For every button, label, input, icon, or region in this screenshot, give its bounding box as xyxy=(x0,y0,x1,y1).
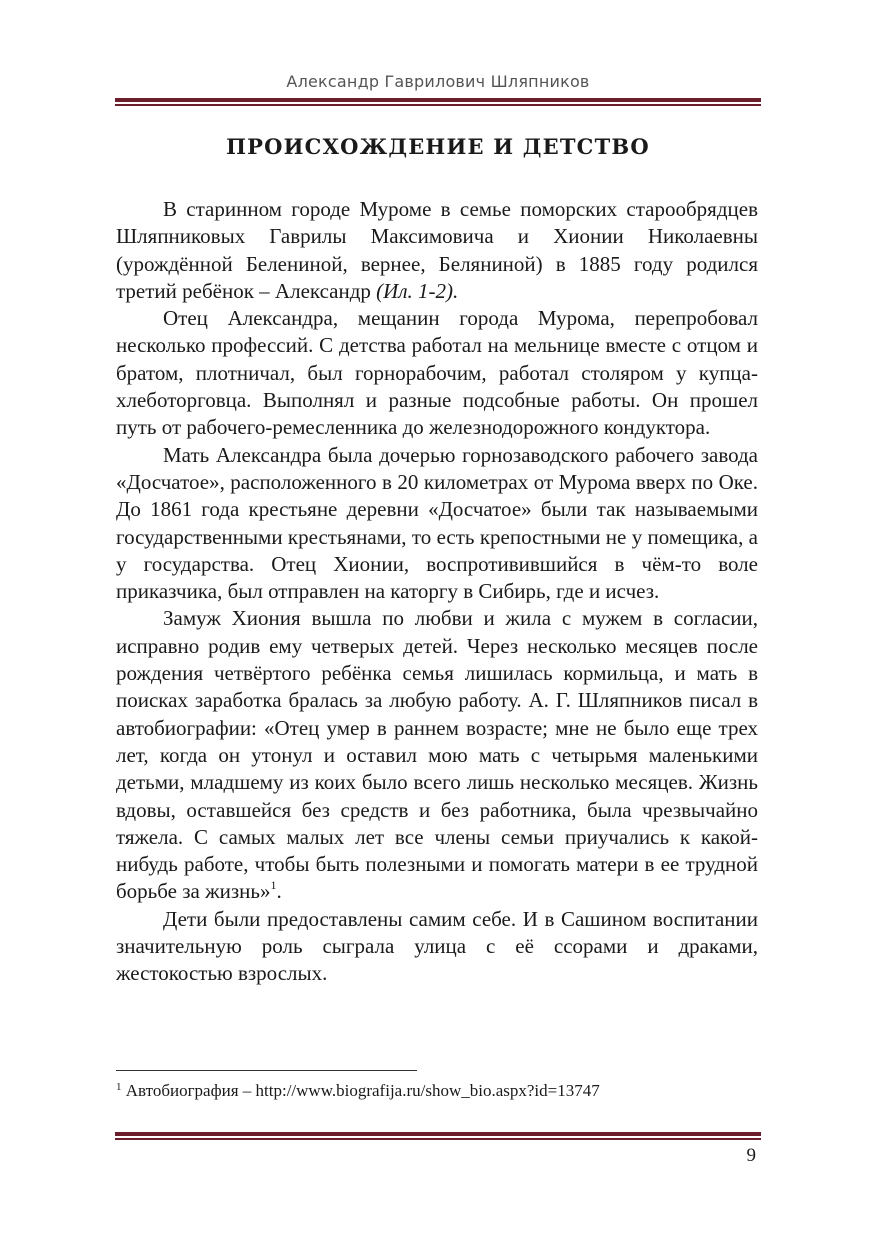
running-header: Александр Гаврилович Шляпников xyxy=(286,72,590,91)
paragraph-1 xyxy=(116,196,758,305)
paragraph-4-end: . xyxy=(276,879,282,904)
paragraph-2: Отец Александра, мещанин города Мурома, перепробовал несколько профессий. С детства работал на мельнице вместе с отцом и братом, плотничал, был горнорабочим, работал столяром у купца-хлеботорговца. Выполнял и разные подсобные работы. Он прошел путь от рабочего-ремесленника до железнодорожного кондуктора. xyxy=(116,306,758,440)
paragraph-3: Мать Александра была дочерью горнозаводского рабочего завода «Досчатое», расположенного в 20 километрах от Мурома вверх по Оке. До 1861 года крестьяне деревни «Досчатое» были так называемыми государственными крестьянами, то есть крепостными не у помещика, а у государства. Отец Хионии, воспротивившийся в чём-то воле приказчика, был отправлен на каторгу в Сибирь, где и исчез. xyxy=(116,442,758,604)
paragraph-4-text: Замуж Хиония вышла по любви и жила с мужем в согласии, исправно родив ему четверых детей. Через несколько месяцев после рождения четвёртого ребёнка семья лишилась кормильца, и мать в поисках заработка бралась за любую работу. А. Г. Шляпников писал в автобиографии: «Отец умер в раннем возрасте; мне не было еще трех лет, когда он утонул и оставил мою мать с четырьмя маленькими детьми, младшему из коих было всего лишь несколько месяцев. Жизнь вдовы, оставшейся без средств и без работника, была чрезвычайно тяжела. С самых малых лет все члены семьи приучались к какой-нибудь работе, чтобы быть полезными и помогать матери в ее трудной борьбе за жизнь» xyxy=(116,606,758,904)
illustration-reference: (Ил. 1-2). xyxy=(376,278,459,303)
footnote-separator xyxy=(116,1070,417,1071)
paragraph-5: Дети были предоставлены самим себе. И в Сашином воспитании значительную роль сыграла улица с её ссорами и драками, жестокостью взрослых. xyxy=(116,906,758,986)
chapter-title: ПРОИСХОЖДЕНИЕ И ДЕТСТВО xyxy=(226,134,650,159)
footer-rule-thin xyxy=(115,1138,761,1140)
footer-rule xyxy=(115,1132,761,1140)
body-text xyxy=(116,196,758,988)
footnote xyxy=(116,1080,761,1102)
footer-rule-thick xyxy=(115,1132,761,1136)
header-rule-thick xyxy=(115,98,761,102)
footnote-reference[interactable]: 1 xyxy=(270,878,277,893)
footnote-text: Автобиография – http://www.biografija.ru/show_bio.aspx?id=13747 xyxy=(121,1081,600,1100)
paragraph-1-text: В старинном городе Муроме в семье поморских старообрядцев Шляпниковых Гаврилы Максимовича и Хионии Николаевны (урождённой Белениной, вернее, Беляниной) в 1885 году родился третий ребёнок – Александр xyxy=(116,197,758,303)
header-rule-thin xyxy=(115,104,761,106)
header-rule xyxy=(115,98,761,106)
footnote-marker: 1 xyxy=(116,1081,122,1093)
paragraph-4 xyxy=(116,605,758,905)
page-number: 9 xyxy=(746,1145,756,1166)
